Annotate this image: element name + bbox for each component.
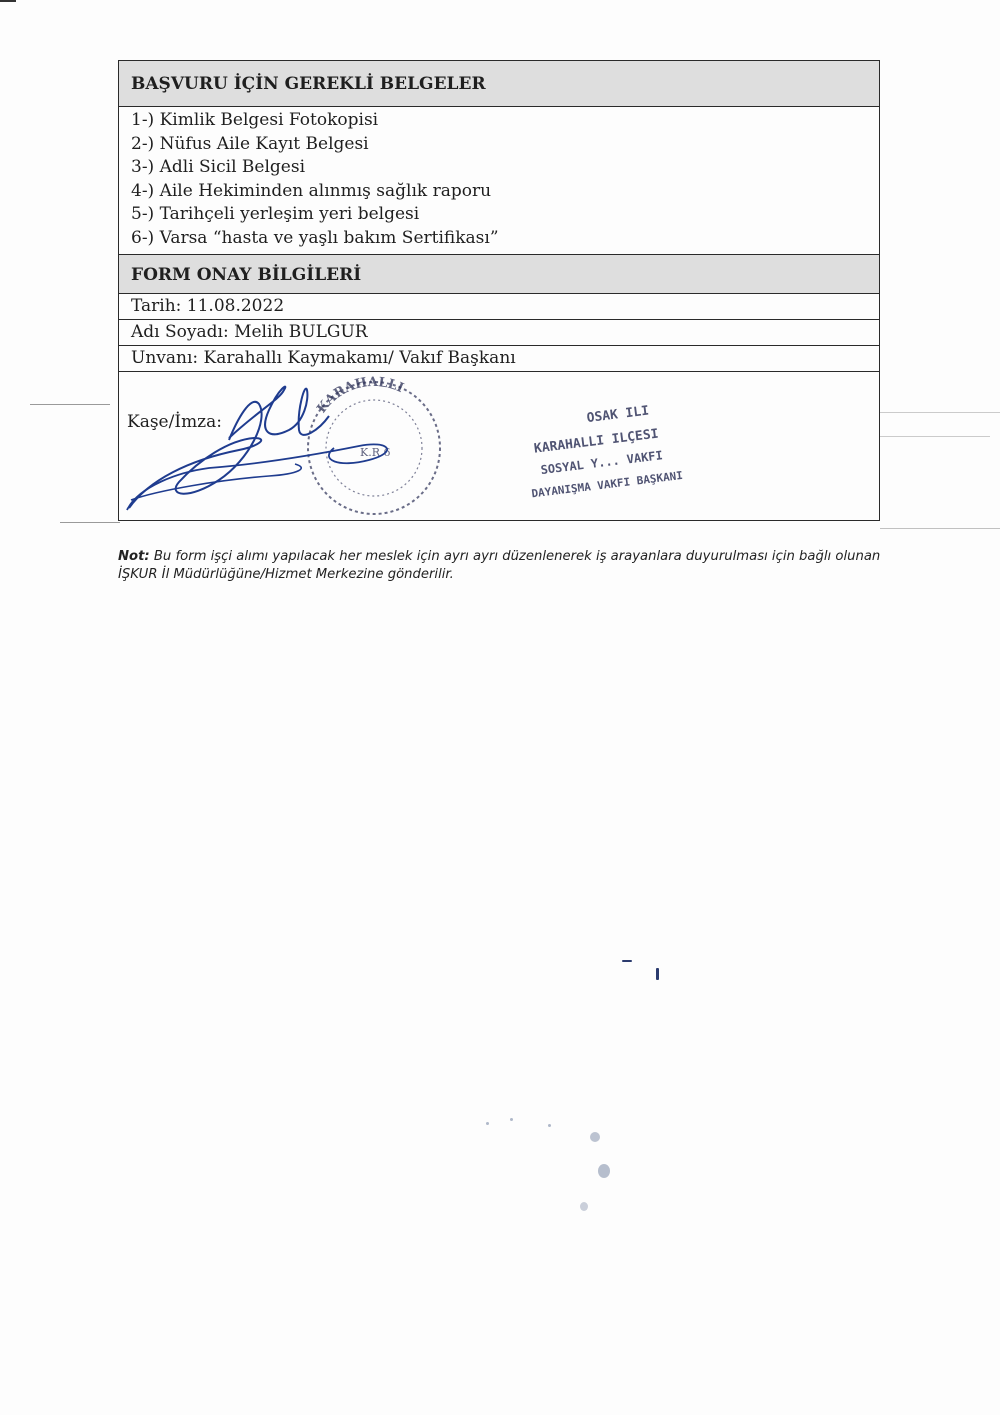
stamp-line: OSAK ILI bbox=[585, 403, 650, 427]
list-item: 3-) Adli Sicil Belgesi bbox=[131, 157, 306, 177]
note-label: Not: bbox=[118, 549, 150, 565]
list-item: 1-) Kimlik Belgesi Fotokopisi bbox=[131, 110, 379, 130]
list-item: 5-) Tarihçeli yerleşim yeri belgesi bbox=[131, 204, 420, 224]
list-item: 4-) Aile Hekiminden alınmış sağlık raporu bbox=[131, 180, 492, 201]
ink-speck bbox=[510, 1118, 513, 1121]
title-field: Unvanı: Karahallı Kaymakamı/ Vakıf Başkanı bbox=[119, 346, 879, 372]
application-form bbox=[118, 60, 880, 521]
ink-speck bbox=[598, 1164, 610, 1178]
note-text: Bu form işçi alımı yapılacak her meslek için ayrı ayrı düzenlenerek iş arayanlara duyurulması için bağlı olunan İŞKUR İl Müdürlüğüne/Hizmet Merkezine gönderilir. bbox=[118, 549, 881, 583]
seal-center-text: K.R.6 bbox=[360, 446, 391, 459]
approval-header: FORM ONAY BİLGİLERİ bbox=[119, 254, 879, 294]
ink-speck bbox=[622, 960, 632, 962]
stamp-line: KARAHALLI ILÇESI bbox=[533, 426, 660, 457]
list-item: 6-) Varsa “hasta ve yaşlı bakım Sertifikası” bbox=[131, 227, 499, 248]
requirements-header: BAŞVURU İÇİN GEREKLİ BELGELER bbox=[119, 61, 879, 107]
scan-streak bbox=[30, 404, 110, 405]
handwritten-signature bbox=[119, 360, 439, 520]
scan-streak bbox=[880, 436, 990, 437]
ink-speck bbox=[656, 968, 659, 980]
scan-streak bbox=[880, 528, 1000, 529]
ink-speck bbox=[590, 1132, 600, 1142]
ink-speck bbox=[548, 1124, 551, 1127]
signature-label: Kaşe/İmza: bbox=[127, 412, 223, 432]
svg-text:KARAHALLI: KARAHALLI bbox=[314, 374, 406, 417]
scan-corner-mark bbox=[0, 0, 16, 2]
footer-note bbox=[118, 548, 898, 584]
name-field: Adı Soyadı: Melih BULGUR bbox=[119, 320, 879, 346]
ink-speck bbox=[580, 1202, 588, 1211]
date-field: Tarih: 11.08.2022 bbox=[119, 294, 879, 320]
ink-speck bbox=[486, 1122, 489, 1125]
stamp-line: DAYANIŞMA VAKFI BAŞKANI bbox=[530, 468, 684, 500]
list-item: 2-) Nüfus Aile Kayıt Belgesi bbox=[131, 133, 369, 154]
scan-streak bbox=[60, 522, 120, 523]
scan-streak bbox=[880, 412, 1000, 413]
signature-area bbox=[119, 372, 879, 520]
institution-stamp bbox=[519, 400, 759, 500]
stamp-line: SOSYAL Y... VAKFI bbox=[539, 448, 664, 478]
requirements-list bbox=[119, 107, 879, 254]
